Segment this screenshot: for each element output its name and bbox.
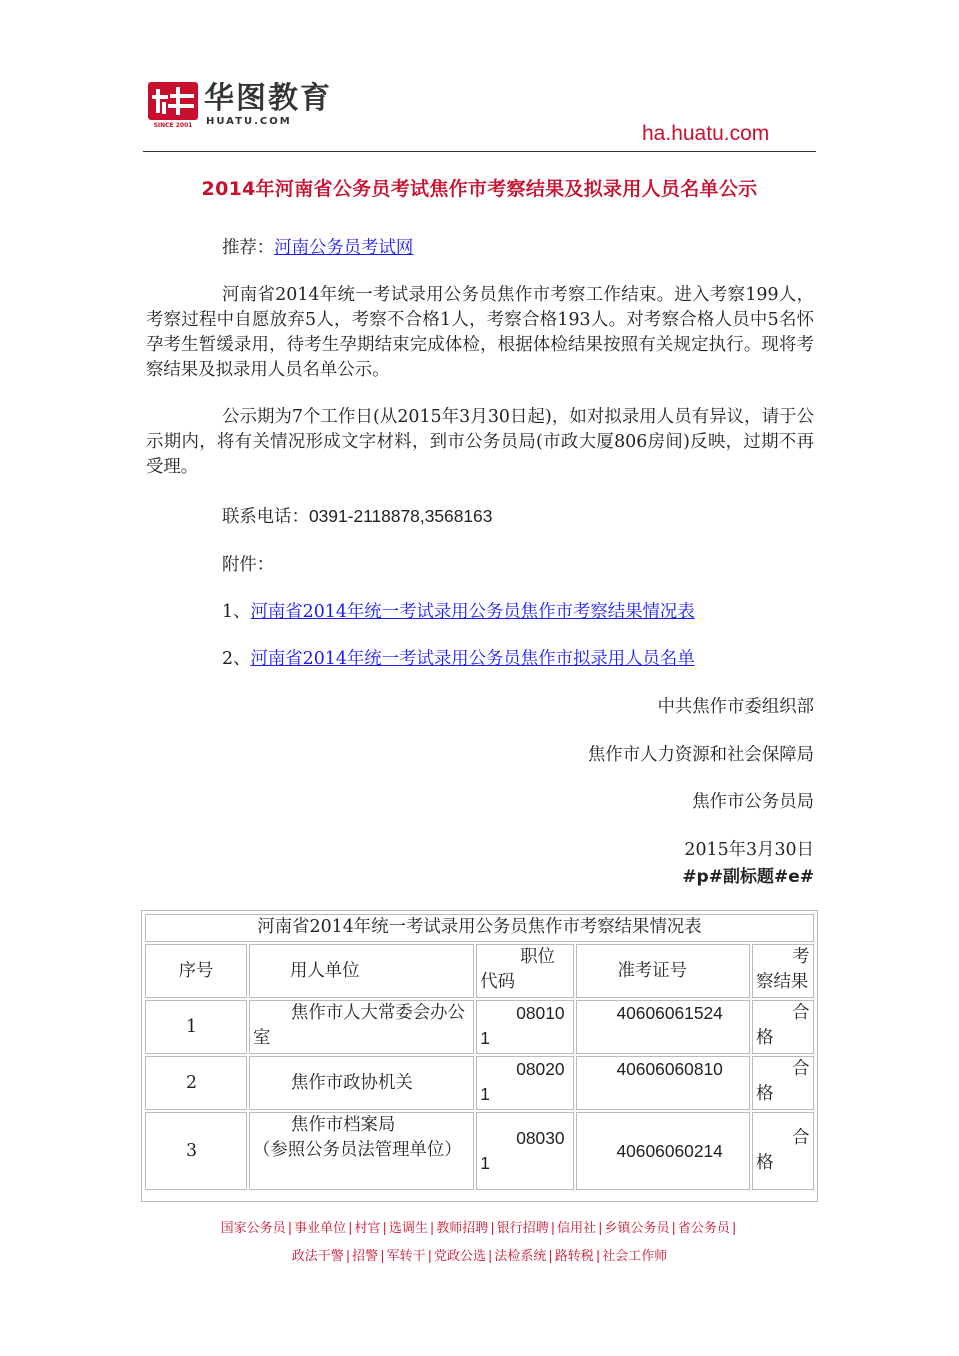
footer-separator: |: [598, 1221, 603, 1236]
footer-separator: |: [382, 1221, 387, 1236]
footer-link[interactable]: 国家公务员: [220, 1221, 286, 1236]
recommend-label: 推荐：: [222, 238, 275, 258]
row-code: 080101: [476, 1000, 574, 1054]
contact-line: [146, 504, 814, 530]
footer-link[interactable]: 选调生: [388, 1221, 428, 1236]
footer-separator: |: [287, 1221, 293, 1236]
header-unit: 用人单位: [249, 944, 474, 998]
table-header-row: [145, 944, 814, 998]
site-url[interactable]: ha.huatu.com: [642, 122, 770, 145]
recommend-line: [146, 236, 814, 261]
header-code: 职位代码: [476, 944, 574, 998]
row-seq: 2: [145, 1056, 247, 1110]
footer-link[interactable]: 军转干: [386, 1249, 426, 1264]
row-ticket: 40606060214: [576, 1112, 750, 1190]
footer-separator: |: [595, 1249, 601, 1264]
row-seq: 3: [145, 1112, 247, 1190]
footer-separator: |: [490, 1221, 495, 1236]
attachment-link-hire-list[interactable]: 河南省2014年统一考试录用公务员焦作市拟录用人员名单: [250, 649, 695, 669]
attachments-label: 附件：: [222, 555, 275, 575]
footer-link[interactable]: 政法干警: [291, 1249, 344, 1264]
logo-since: SINCE 2001: [153, 122, 193, 129]
row-unit: 焦作市人大常委会办公室: [249, 1000, 474, 1054]
footer-link[interactable]: 事业单位: [294, 1221, 347, 1236]
footer-separator: |: [548, 1249, 553, 1264]
row-seq: 1: [145, 1000, 247, 1054]
footer-separator: |: [348, 1221, 353, 1236]
footer-link[interactable]: 路转税: [554, 1249, 594, 1264]
signature-date: 2015年3月30日: [684, 840, 814, 860]
footer-separator: |: [731, 1221, 737, 1236]
signature-org-department: 中共焦作市委组织部: [657, 697, 814, 717]
results-table: [143, 912, 816, 1192]
signature-hr-bureau: 焦作市人力资源和社会保障局: [587, 745, 814, 765]
contact-phone: 0391-2118878,3568163: [308, 506, 493, 526]
footer-link[interactable]: 招警: [352, 1249, 379, 1264]
header-seq: 序号: [145, 944, 247, 998]
row-result: 合格: [752, 1056, 814, 1110]
attachment-number: 1、: [222, 602, 251, 622]
footer-link[interactable]: 党政公选: [433, 1249, 486, 1264]
footer-separator: |: [550, 1221, 556, 1236]
footer-separator: |: [488, 1249, 493, 1264]
logo-english-name: HUATU.COM: [206, 116, 292, 127]
table-row: [145, 1000, 814, 1054]
footer-links-line-1: [143, 1220, 816, 1238]
row-ticket: 40606061524: [576, 1000, 750, 1054]
footer-separator: |: [427, 1249, 432, 1264]
header-ticket: 准考证号: [576, 944, 750, 998]
footer-link[interactable]: 村官: [354, 1221, 381, 1236]
table-row: [145, 1056, 814, 1110]
footer-separator: |: [671, 1221, 676, 1236]
header-divider: [143, 151, 816, 152]
subtitle-marker: #p#副标题#e#: [682, 867, 814, 887]
table-caption: 河南省2014年统一考试录用公务员焦作市考察结果情况表: [145, 914, 814, 942]
paragraph-publicity-period: 公示期为7个工作日(从2015年3月30日起)，如对拟录用人员有异议，请于公示期内，将有关情况形成文字材料，到市公务员局(市政大厦806房间)反映，过期不再受理。: [146, 407, 814, 477]
page-title: 2014年河南省公务员考试焦作市考察结果及拟录用人员名单公示: [201, 178, 758, 200]
table-row: [145, 1112, 814, 1190]
row-unit: 焦作市政协机关: [249, 1056, 474, 1110]
attachment-link-inspection-table[interactable]: 河南省2014年统一考试录用公务员焦作市考察结果情况表: [250, 602, 695, 622]
footer-link[interactable]: 教师招聘: [436, 1221, 489, 1236]
paragraph-inspection-results: 河南省2014年统一考试录用公务员焦作市考察工作结束。进入考察199人，考察过程中自愿放弃5人，考察不合格1人，考察合格193人。对考察合格人员中5名怀孕考生暂缓录用，待考生孕期结束完成体检，根据体检结果按照有关规定执行。现将考察结果及拟录用人员名单公示。: [146, 285, 814, 380]
footer-link[interactable]: 社会工作师: [602, 1249, 668, 1264]
logo-chinese-name: 华图教育: [204, 81, 332, 116]
footer-separator: |: [429, 1221, 435, 1236]
footer-links-line-2: [143, 1248, 816, 1266]
contact-label: 联系电话：: [222, 507, 309, 527]
attachment-item: [146, 600, 814, 625]
row-ticket: 40606060810: [576, 1056, 750, 1110]
footer-link[interactable]: 乡镇公务员: [604, 1221, 670, 1236]
header-result: 考察结果: [752, 944, 814, 998]
row-result: 合格: [752, 1000, 814, 1054]
huatu-logo-icon: [148, 82, 198, 132]
footer-link[interactable]: 省公务员: [677, 1221, 730, 1236]
footer-link[interactable]: 法检系统: [494, 1249, 547, 1264]
footer-separator: |: [345, 1249, 351, 1264]
row-unit: 焦作市档案局 （参照公务员法管理单位）: [249, 1112, 474, 1190]
row-code: 080301: [476, 1112, 574, 1190]
footer-link[interactable]: 信用社: [557, 1221, 597, 1236]
footer-link[interactable]: 银行招聘: [496, 1221, 549, 1236]
footer-separator: |: [380, 1249, 385, 1264]
row-code: 080201: [476, 1056, 574, 1110]
attachment-item: [146, 647, 814, 672]
recommend-link[interactable]: 河南公务员考试网: [274, 238, 414, 258]
attachment-number: 2、: [222, 649, 251, 669]
row-result: 合格: [752, 1112, 814, 1190]
huatu-logo[interactable]: [148, 82, 332, 136]
signature-civil-service-bureau: 焦作市公务员局: [692, 792, 814, 812]
